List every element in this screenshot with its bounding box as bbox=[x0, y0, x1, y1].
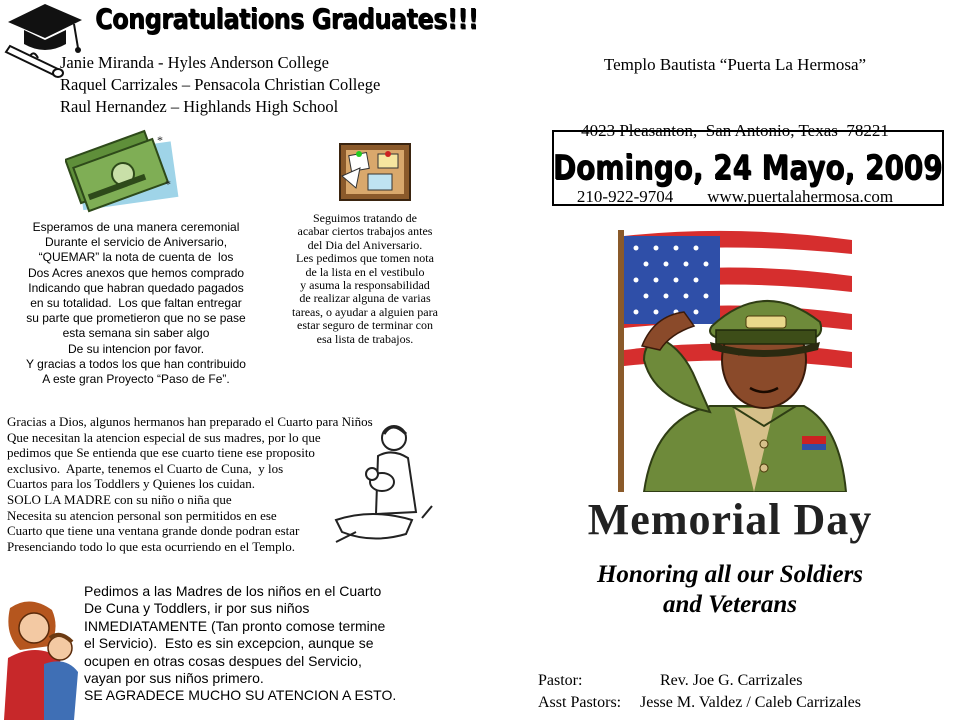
memorial-day-title: Memorial Day bbox=[587, 495, 873, 544]
graduate-item: Raul Hernandez – Highlands High School bbox=[60, 97, 339, 116]
service-date: Domingo, 24 Mayo, 2009 bbox=[553, 148, 943, 188]
asst-pastor-row bbox=[538, 692, 861, 714]
soldier-salute-flag-image bbox=[614, 230, 854, 492]
money-clipart-icon bbox=[65, 128, 185, 213]
church-phone-web: 210-922-9704 www.puertalahermosa.com bbox=[576, 187, 894, 206]
date-box bbox=[552, 130, 944, 206]
pastor-name: Rev. Joe G. Carrizales bbox=[660, 672, 803, 689]
church-name: Templo Bautista “Puerta La Hermosa” bbox=[603, 55, 867, 74]
pastors-block bbox=[538, 670, 861, 714]
pastor-row bbox=[538, 670, 861, 692]
pastor-label: Pastor: bbox=[538, 672, 583, 689]
graduate-item: Raquel Carrizales – Pensacola Christian College bbox=[60, 75, 381, 94]
bulletin-board-icon bbox=[338, 140, 412, 204]
memorial-subtitle-line-2: and Veterans bbox=[662, 591, 798, 618]
memorial-subtitle-line-1: Honoring all our Soldiers bbox=[596, 561, 864, 588]
graduates-list bbox=[60, 52, 380, 118]
mother-baby-bath-icon bbox=[332, 420, 436, 548]
svg-text:*: * bbox=[165, 177, 171, 191]
mothers-room-text: Gracias a Dios, algunos hermanos han preparado el Cuarto para Niños Que necesitan la atencion especial de sus madres, por lo que pedimos que Se entienda que ese cuarto tiene ese proposito exclusivo. Aparte, tenemos el Cuarto de Cuna, y los Cuartos para los Toddlers y Quienes los cuidan. SOLO LA MADRE con su niño o niña que Necesita su atencion personal son permitidos en ese Cuarto que tiene una ventana grande donde podran estar Presenciando todo lo que esta ocurriendo en el Templo. bbox=[7, 414, 373, 554]
memorial-subtitle bbox=[555, 560, 905, 620]
svg-text:*: * bbox=[157, 133, 163, 147]
asst-pastor-names: Jesse M. Valdez / Caleb Carrizales bbox=[640, 694, 861, 711]
graduate-item: Janie Miranda - Hyles Anderson College bbox=[60, 53, 329, 72]
tasks-note-text: Seguimos tratando de acabar ciertos trabajos antes del Dia del Aniversario. Les pedimos que tomen nota de la lista en el vestibulo y asuma la responsabilidad de realizar alguna de varias tareas, o ayudar a alguien para estar seguro de terminar con esa lista de trabajos. bbox=[292, 211, 438, 346]
pickup-note-text: Pedimos a las Madres de los niños en el Cuarto De Cuna y Toddlers, ir por sus niños INMEDIATAMENTE (Tan pronto comose termine el Servicio). Esto es sin excepcion, aunque se ocupen en otras cosas despues del Servicio, vayan por sus niños primero. SE AGRADECE MUCHO SU ATENCION A ESTO. bbox=[84, 583, 397, 704]
congrats-headline: Congratulations Graduates!!! bbox=[95, 2, 479, 35]
church-address: 4023 Pleasanton, San Antonio, Texas 78221 bbox=[581, 121, 889, 140]
asst-pastor-label: Asst Pastors: bbox=[538, 694, 622, 711]
mother-child-icon bbox=[0, 598, 84, 720]
burn-note-text: Esperamos de una manera ceremonial Durante el servicio de Aniversario, “QUEMAR” la nota de cuenta de los Dos Acres anexos que hemos comprado Indicando que habran quedado pagados en su totalidad. Los que faltan entregar su parte que prometieron que no se pase esta semana sin saber algo De su intencion por favor. Y gracias a todos los que han contribuido A este gran Proyecto “Paso de Fe”. bbox=[26, 220, 246, 387]
